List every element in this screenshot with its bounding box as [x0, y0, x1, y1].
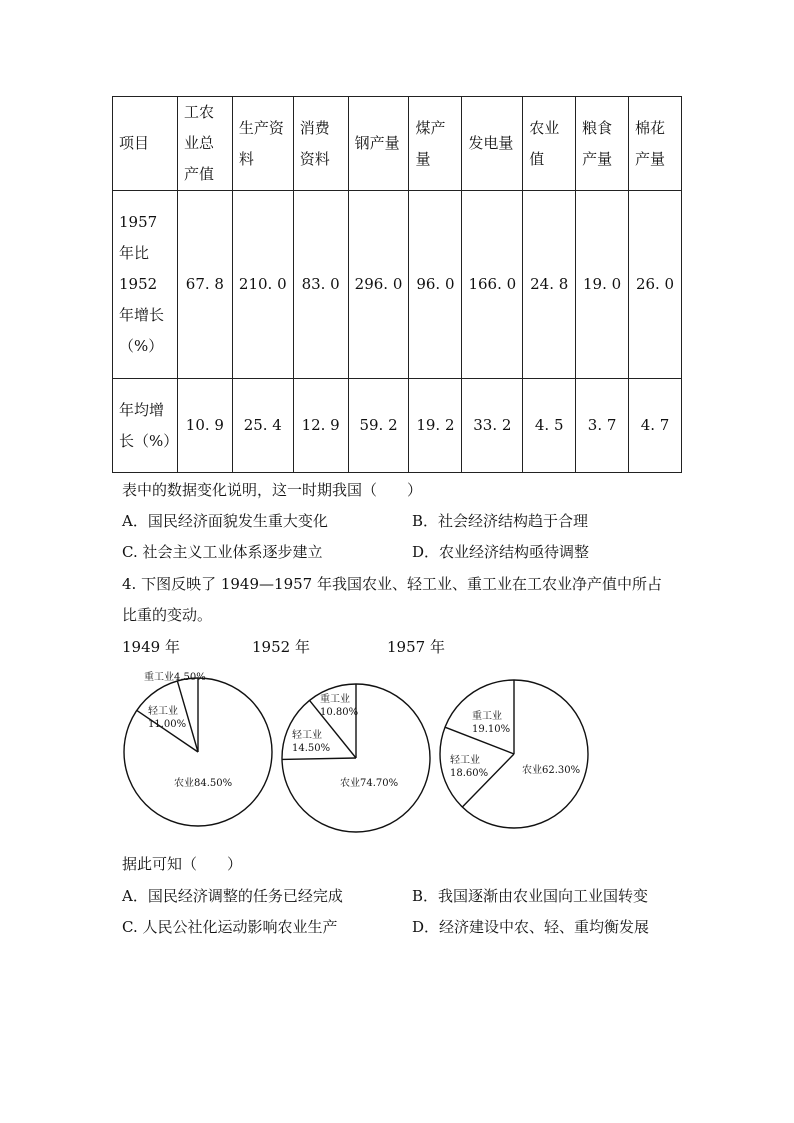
table-cell: 166. 0 — [462, 191, 523, 379]
pie-label-heavy: 重工业 — [320, 694, 350, 705]
pie-label-light-value: 14.50% — [292, 743, 331, 754]
header-cell: 生产资料 — [232, 97, 293, 191]
table-cell: 4. 5 — [523, 379, 576, 473]
pie-1952 — [282, 684, 430, 832]
table-cell: 59. 2 — [348, 379, 409, 473]
q3-option-a: A．国民经济面貌发生重大变化 — [122, 512, 328, 530]
header-cell: 农业值 — [523, 97, 576, 191]
q4-stem-line2: 比重的变动。 — [122, 606, 213, 624]
q4-option-d: D．经济建设中农、轻、重均衡发展 — [412, 918, 650, 936]
q4-stem-line1: 4. 下图反映了 1949—1957 年我国农业、轻工业、重工业在工农业净产值中所占 — [122, 575, 662, 593]
pie-label-agri: 农业62.30% — [522, 765, 581, 776]
table-cell: 3. 7 — [576, 379, 629, 473]
table-cell: 4. 7 — [629, 379, 682, 473]
pie-year-label: 1952 年 — [252, 638, 310, 656]
pie-label-heavy: 重工业4.50% — [144, 672, 206, 683]
table-cell: 33. 2 — [462, 379, 523, 473]
table-header-row — [113, 97, 682, 191]
header-cell: 发电量 — [462, 97, 523, 191]
q3-option-d: D．农业经济结构亟待调整 — [412, 543, 590, 561]
header-cell: 钢产量 — [348, 97, 409, 191]
table-cell: 25. 4 — [232, 379, 293, 473]
pie-label-heavy-value: 10.80% — [320, 707, 359, 718]
pie-label-agri: 农业84.50% — [174, 778, 233, 789]
pie-label-heavy-value: 19.10% — [472, 724, 511, 735]
row-label: 年均增长（%） — [113, 379, 178, 473]
header-cell: 棉花产量 — [629, 97, 682, 191]
q4-option-a: A．国民经济调整的任务已经完成 — [122, 887, 343, 905]
pie-label-light: 轻工业 — [148, 706, 178, 717]
pie-year-label: 1949 年 — [122, 638, 180, 656]
q4-option-b: B．我国逐渐由农业国向工业国转变 — [412, 887, 649, 905]
pie-year-label: 1957 年 — [387, 638, 445, 656]
table-cell: 12. 9 — [293, 379, 348, 473]
q3-option-c: C. 社会主义工业体系逐步建立 — [122, 543, 323, 561]
header-cell: 煤产量 — [409, 97, 462, 191]
header-cell: 粮食产量 — [576, 97, 629, 191]
pie-1949 — [124, 670, 272, 826]
table-cell: 10. 9 — [177, 379, 232, 473]
table-row — [113, 379, 682, 473]
table-cell: 96. 0 — [409, 191, 462, 379]
pie-label-light-value: 11.00% — [148, 719, 187, 730]
table-cell: 26. 0 — [629, 191, 682, 379]
header-cell: 工农业总产值 — [177, 97, 232, 191]
q4-option-c: C. 人民公社化运动影响农业生产 — [122, 918, 338, 936]
data-table — [112, 96, 682, 473]
table-cell: 296. 0 — [348, 191, 409, 379]
table-cell: 19. 0 — [576, 191, 629, 379]
pie-label-agri: 农业74.70% — [340, 778, 399, 789]
header-cell: 消费资料 — [293, 97, 348, 191]
pie-label-heavy: 重工业 — [472, 711, 502, 722]
pie-label-light: 轻工业 — [450, 755, 480, 766]
q4-stem2: 据此可知（ ） — [122, 855, 243, 873]
q3-stem: 表中的数据变化说明，这一时期我国（ ） — [122, 481, 423, 499]
pie-label-light: 轻工业 — [292, 730, 322, 741]
table-row — [113, 191, 682, 379]
table-cell: 83. 0 — [293, 191, 348, 379]
table-cell: 24. 8 — [523, 191, 576, 379]
q3-option-b: B．社会经济结构趋于合理 — [412, 512, 589, 530]
table-cell: 19. 2 — [409, 379, 462, 473]
header-cell: 项目 — [113, 97, 178, 191]
table-cell: 210. 0 — [232, 191, 293, 379]
pie-label-light-value: 18.60% — [450, 768, 489, 779]
pie-1957 — [440, 680, 588, 828]
pie-charts — [118, 660, 618, 840]
table-cell: 67. 8 — [177, 191, 232, 379]
row-label: 1957年比1952年增长（%） — [113, 191, 178, 379]
